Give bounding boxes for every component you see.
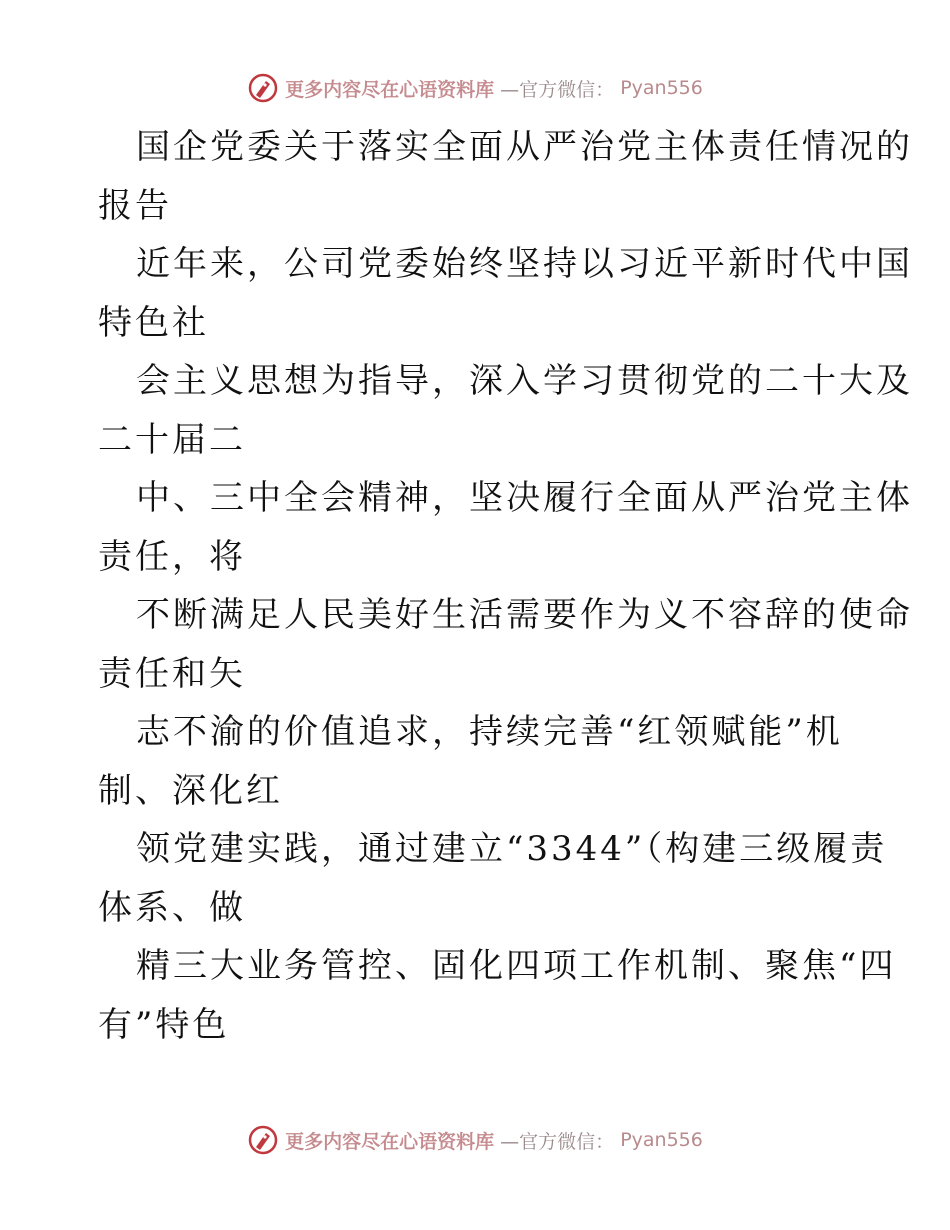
watermark-wechat-id: Pyan556 [620, 1129, 703, 1151]
text-line: 二十届二 [98, 419, 246, 460]
pen-nib-circle-icon [247, 72, 279, 104]
text-line: 有”特色 [98, 1004, 230, 1045]
watermark-wechat-id: Pyan556 [620, 77, 703, 99]
header-watermark [0, 72, 950, 104]
text-line: 报告 [98, 185, 172, 226]
text-line: 责任和矢 [98, 653, 246, 694]
text-line: 会主义思想为指导，深入学习贯彻党的二十大及 [136, 361, 913, 401]
watermark-contact-label: —官方微信： [500, 1130, 615, 1153]
document-body [98, 118, 913, 1054]
text-line: 领党建实践，通过建立“3344”（构建三级履责 [136, 829, 888, 869]
pen-nib-circle-icon [247, 1124, 279, 1156]
text-line: 国企党委关于落实全面从严治党主体责任情况的 [136, 127, 913, 167]
watermark-contact-label: —官方微信： [500, 78, 615, 101]
text-line: 制、深化红 [98, 770, 283, 811]
text-line: 体系、做 [98, 887, 246, 928]
text-line: 志不渝的价值追求，持续完善“红领赋能”机 [136, 712, 843, 752]
footer-watermark [0, 1124, 950, 1156]
text-line: 近年来，公司党委始终坚持以习近平新时代中国 [136, 244, 913, 284]
text-line: 不断满足人民美好生活需要作为义不容辞的使命 [136, 595, 913, 635]
watermark-brand: 更多内容尽在心语资料库 [285, 1130, 495, 1153]
watermark-brand: 更多内容尽在心语资料库 [285, 78, 495, 101]
text-line: 中、三中全会精神，坚决履行全面从严治党主体 [136, 478, 913, 518]
text-line: 责任，将 [98, 536, 246, 577]
text-line: 特色社 [98, 302, 209, 343]
text-line: 精三大业务管控、固化四项工作机制、聚焦“四 [136, 946, 897, 986]
